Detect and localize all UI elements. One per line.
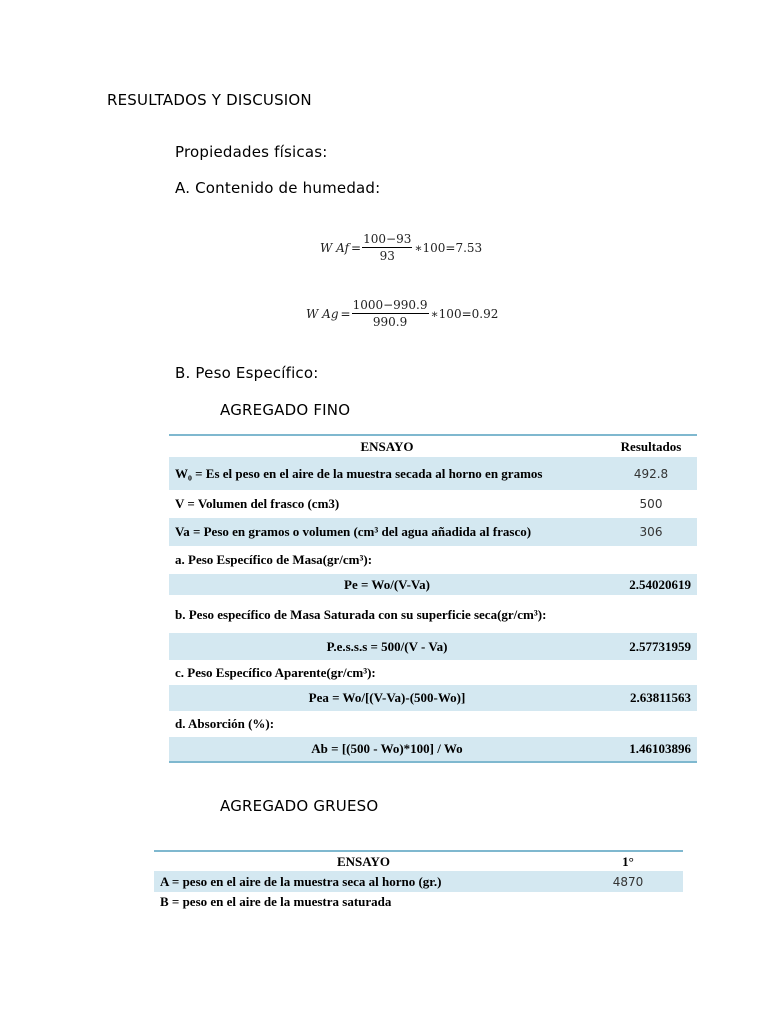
formula-wag — [306, 298, 498, 329]
row-label: P.e.s.s.s = 500/(V - Va) — [326, 638, 448, 654]
row-label: b. Peso específico de Masa Saturada con su superficie seca(gr/cm³): — [175, 606, 547, 622]
formula-numerator: 100−93 — [363, 232, 412, 246]
header-ensayo: ENSAYO — [360, 438, 414, 454]
table-row — [169, 595, 697, 633]
row-value — [605, 711, 697, 737]
formula-denominator: 93 — [379, 249, 395, 263]
row-label: a. Peso Específico de Masa(gr/cm³): — [175, 552, 373, 567]
formula-equals: = — [351, 240, 362, 255]
table-row — [169, 737, 697, 762]
row-value: 2.54020619 — [629, 576, 691, 592]
row-value — [573, 892, 683, 912]
formula-fraction — [352, 298, 429, 329]
formula-numerator: 1000−990.9 — [352, 298, 428, 312]
row-label: B = peso en el aire de la muestra saturada — [160, 894, 392, 909]
table-row — [169, 633, 697, 660]
table-row — [169, 574, 697, 595]
subheading-physical-properties: Propiedades físicas: — [175, 143, 328, 161]
header-1: 1° — [622, 853, 634, 869]
row-value: 500 — [639, 497, 663, 511]
row-value: 2.63811563 — [629, 690, 691, 705]
formula-fraction — [362, 232, 412, 263]
grueso-table — [154, 850, 683, 912]
row-value — [605, 546, 697, 574]
formula-denominator: 990.9 — [372, 315, 408, 329]
row-label: Ab = [(500 - Wo)*100] / Wo — [311, 741, 463, 756]
table-header-row — [169, 435, 697, 457]
row-label: Pe = Wo/(V-Va) — [344, 576, 430, 592]
table-row — [169, 685, 697, 711]
row-value — [605, 660, 697, 685]
table-header-row — [154, 851, 683, 871]
section-b-title: B. Peso Específico: — [175, 364, 319, 382]
formula-equals: = — [340, 306, 351, 321]
row-value: 2.57731959 — [629, 638, 691, 654]
page-heading: RESULTADOS Y DISCUSION — [107, 91, 312, 109]
header-ensayo: ENSAYO — [337, 853, 390, 869]
row-label: W₀ = Es el peso en el aire de la muestra secada al horno en gramos — [175, 465, 543, 481]
row-label: V = Volumen del frasco (cm3) — [175, 496, 340, 511]
table-row — [169, 518, 697, 546]
row-value: 1.46103896 — [629, 741, 691, 756]
formula-lhs: W Ag — [306, 306, 339, 321]
formula-waf — [320, 232, 482, 263]
row-label: Pea = Wo/[(V-Va)-(500-Wo)] — [308, 690, 466, 705]
row-label: d. Absorción (%): — [175, 716, 275, 731]
row-label: A = peso en el aire de la muestra seca al horno (gr.) — [160, 873, 442, 889]
table-row — [169, 457, 697, 490]
row-label: Va = Peso en gramos o volumen (cm³ del agua añadida al frasco) — [175, 524, 532, 539]
header-resultados: Resultados — [620, 438, 682, 454]
formula-rhs: ∗100=7.53 — [414, 240, 483, 255]
table-row — [169, 711, 697, 737]
table-row — [154, 871, 683, 892]
formula-rhs: ∗100=0.92 — [430, 306, 499, 321]
fino-table — [169, 434, 697, 763]
grueso-title: AGREGADO GRUESO — [220, 797, 379, 815]
table-row — [154, 892, 683, 912]
row-value: 4870 — [612, 874, 644, 889]
table-row — [169, 660, 697, 685]
formula-lhs: W Af — [320, 240, 350, 255]
row-label: c. Peso Específico Aparente(gr/cm³): — [175, 664, 376, 680]
row-value: 306 — [639, 525, 663, 539]
section-a-title: A. Contenido de humedad: — [175, 179, 381, 197]
table-row — [169, 490, 697, 518]
row-value — [605, 595, 697, 633]
row-value: 492.8 — [633, 466, 669, 481]
table-row — [169, 546, 697, 574]
fino-title: AGREGADO FINO — [220, 401, 351, 419]
